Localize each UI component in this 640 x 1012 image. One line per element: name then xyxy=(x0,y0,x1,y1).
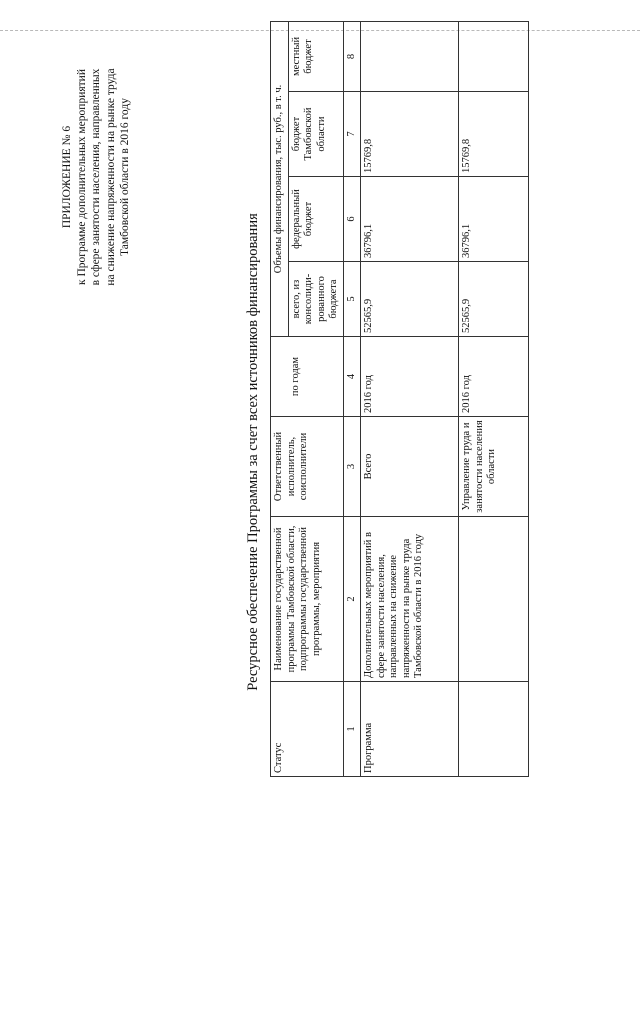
header-by-years: по годам xyxy=(288,337,343,417)
row-federal: 36796,1 xyxy=(361,177,459,262)
row-name xyxy=(459,517,529,682)
row-responsible: Всего xyxy=(361,417,459,517)
row-local xyxy=(361,21,459,91)
header-funding-group: Объемы финансирования, тыс. руб., в т. ч. xyxy=(271,21,289,336)
header-local: местный бюджет xyxy=(288,21,343,91)
header-total: всего, из консолиди-рованного бюджета xyxy=(288,262,343,337)
appendix-line: в сфере занятости населения, направленных xyxy=(90,68,102,286)
column-number: 8 xyxy=(343,21,361,91)
appendix-number: ПРИЛОЖЕНИЕ № 6 xyxy=(61,125,73,229)
row-year: 2016 год xyxy=(459,337,529,417)
row-status xyxy=(459,682,529,777)
row-name: Дополнительных мероприятий в сфере занятости населения, направленных на снижение напряженности на рынке труда Тамбовской области в 2016 году xyxy=(361,517,459,682)
column-number: 7 xyxy=(343,92,361,177)
appendix-line: к Программе дополнительных мероприятий xyxy=(75,69,88,285)
header-responsible: Ответственный исполнитель, соисполнители xyxy=(271,417,344,517)
column-number: 2 xyxy=(343,517,361,682)
header-row xyxy=(271,21,289,776)
table-row xyxy=(459,21,529,776)
row-year: 2016 год xyxy=(361,337,459,417)
document-page xyxy=(40,22,600,882)
header-status: Статус xyxy=(271,682,344,777)
header-name: Наименование государственной программы Тамбовской области, подпрограммы государственной программы, мероприятия xyxy=(271,517,344,682)
row-total: 52565,9 xyxy=(361,262,459,337)
table-row xyxy=(361,21,459,776)
row-federal: 36796,1 xyxy=(459,177,529,262)
row-responsible: Управление труда и занятости населения области xyxy=(459,417,529,517)
row-regional: 15769,8 xyxy=(361,92,459,177)
appendix-line: Тамбовской области в 2016 году xyxy=(119,98,131,256)
column-number: 5 xyxy=(343,262,361,337)
document-title: Ресурсное обеспечение Программы за счет всех источников финансирования xyxy=(245,213,261,691)
row-status: Программа xyxy=(361,682,459,777)
header-years-top xyxy=(271,337,289,417)
column-number: 3 xyxy=(343,417,361,517)
funding-table xyxy=(270,21,529,777)
header-federal: федеральный бюджет xyxy=(288,177,343,262)
row-local xyxy=(459,21,529,91)
header-regional: бюджет Тамбовской области xyxy=(288,92,343,177)
column-number-row xyxy=(343,21,361,776)
row-total: 52565,9 xyxy=(459,262,529,337)
appendix-header xyxy=(60,12,133,342)
column-number: 1 xyxy=(343,682,361,777)
column-number: 6 xyxy=(343,177,361,262)
column-number: 4 xyxy=(343,337,361,417)
appendix-line: на снижение напряженности на рынке труда xyxy=(104,68,117,286)
row-regional: 15769,8 xyxy=(459,92,529,177)
rotated-page xyxy=(61,36,640,1012)
